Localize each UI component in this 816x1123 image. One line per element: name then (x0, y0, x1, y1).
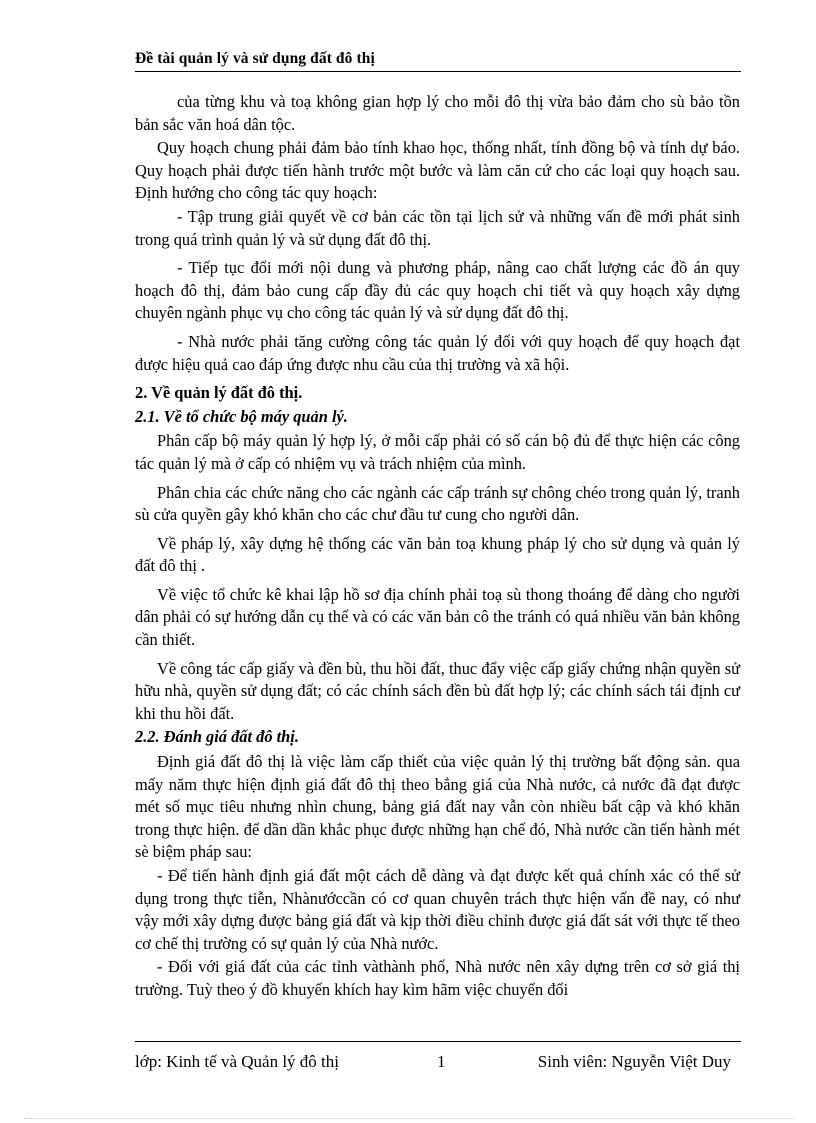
page-header-title: Đề tài quản lý và sử dụng đất đô thị (135, 50, 375, 67)
footer-divider (135, 1041, 741, 1042)
header-divider (135, 71, 741, 72)
bullet-paragraph: - Tập trung giải quyết về cơ bản các tồn tại lịch sử và những vấn đề mới phát sinh trong quá trình quản lý và sử dụng đất đô thị. (135, 206, 740, 249)
section-heading: 2. Về quản lý đất đô thị. (135, 383, 303, 403)
subsection-heading: 2.2. Đánh giá đất đô thị. (135, 727, 299, 747)
paragraph: Về việc tổ chức kê khai lập hồ sơ địa chính phải toạ sù thong thoáng để dàng cho người dân phải có sự hướng dẫn cụ thể và có các văn bản cô the tránh có quá nhiều văn bản không cần thiết. (135, 584, 740, 650)
paragraph: của từng khu và toạ không gian hợp lý cho mỗi đô thị vừa bảo đảm cho sù bảo tồn bản sắc văn hoá dân tộc. (135, 92, 740, 134)
page-bottom-dotted-line (24, 1118, 794, 1119)
bullet-paragraph: - Nhà nước phải tăng cường công tác quản lý đối với quy hoạch để quy hoạch đạt được hiệu quả cao đáp ứng được nhu cầu của thị trường và xã hội. (135, 331, 740, 374)
page-number: 1 (437, 1052, 446, 1071)
paragraph: Về pháp lý, xây dựng hệ thống các văn bản toạ khung pháp lý cho sử dụng và quản lý đất đô thị . (135, 533, 740, 576)
paragraph: Về công tác cấp giấy và đền bù, thu hồi đất, thuc đẩy việc cấp giấy chứng nhận quyền sử hữu nhà, quyền sử dụng đất; có các chính sách đền bù đất hợp lý; các chính sách tái định cư khi thu hồi đất. (135, 658, 740, 723)
paragraph: Quy hoạch chung phải đảm bảo tính khao học, thống nhất, tính đồng bộ và tính dự báo. Quy hoạch phải được tiến hành trước một bước và làm căn cứ cho các loại quy hoạch sau. Định hướng cho công tác quy hoạch: (135, 138, 740, 203)
bullet-paragraph: - Tiếp tục đổi mới nội dung và phương pháp, nâng cao chất lượng các đồ án quy hoạch đô thị, đảm bảo cung cấp đầy đủ các quy hoạch chi tiết và quy hoạch xây dựng chuyên ngành phục vụ cho công tác quản lý và sử dụng đất đô thị. (135, 258, 740, 323)
footer-class-label: lớp: Kinh tế và Quản lý đô thị (135, 1052, 339, 1071)
subsection-heading: 2.1. Về tổ chức bộ máy quản lý. (135, 406, 348, 426)
bullet-paragraph: - Để tiến hành định giá đất một cách dễ dàng và đạt được kết quả chính xác có thể sử dụng trong thực tiễn, Nhànướccần có cơ quan chuyên trách thực hiện vấn đề nay, có như vậy mới xây dựng được bảng giá đất và kịp thời điều chỉnh được giá đất sát với thực tế theo cơ chế thị trường có sự quản lý của Nhà nước. (135, 866, 740, 953)
paragraph: Định giá đất đô thị là việc làm cấp thiết của việc quản lý thị trường bất động sản. qua mấy năm thực hiện định giá đất đô thị theo bẳng giá của Nhà nước, cả nước đã đạt được mét số mục tiêu nhưng nhìn chung, bảng giá đất nay vẫn còn nhiều bất cập và khó khăn trong thực hiện. để dần dần khắc phục được những hạn chế đó, Nhà nước cần tiến hành mét sè biệm pháp sau: (135, 752, 740, 862)
paragraph: Phân chia các chức năng cho các ngành các cấp tránh sự chông chéo trong quản lý, tranh sù cửa quyền gây khó khăn cho các chư đầu tư cung cho người dân. (135, 482, 740, 525)
paragraph: Phân cấp bộ máy quản lý hợp lý, ở mỗi cấp phải có số cán bộ đủ để thực hiện các công tác quản lý mà ở cấp có nhiệm vụ và trách nhiệm của mình. (135, 431, 740, 473)
bullet-paragraph: - Đối với giá đất của các tỉnh vàthành phố, Nhà nước nên xây dựng trên cơ sở giá thị trường. Tuỳ theo ý đồ khuyến khích hay kìm hãm việc chuyển đổi (135, 957, 740, 999)
footer-student-label: Sinh viên: Nguyễn Việt Duy (537, 1052, 731, 1071)
document-body (135, 91, 740, 1003)
